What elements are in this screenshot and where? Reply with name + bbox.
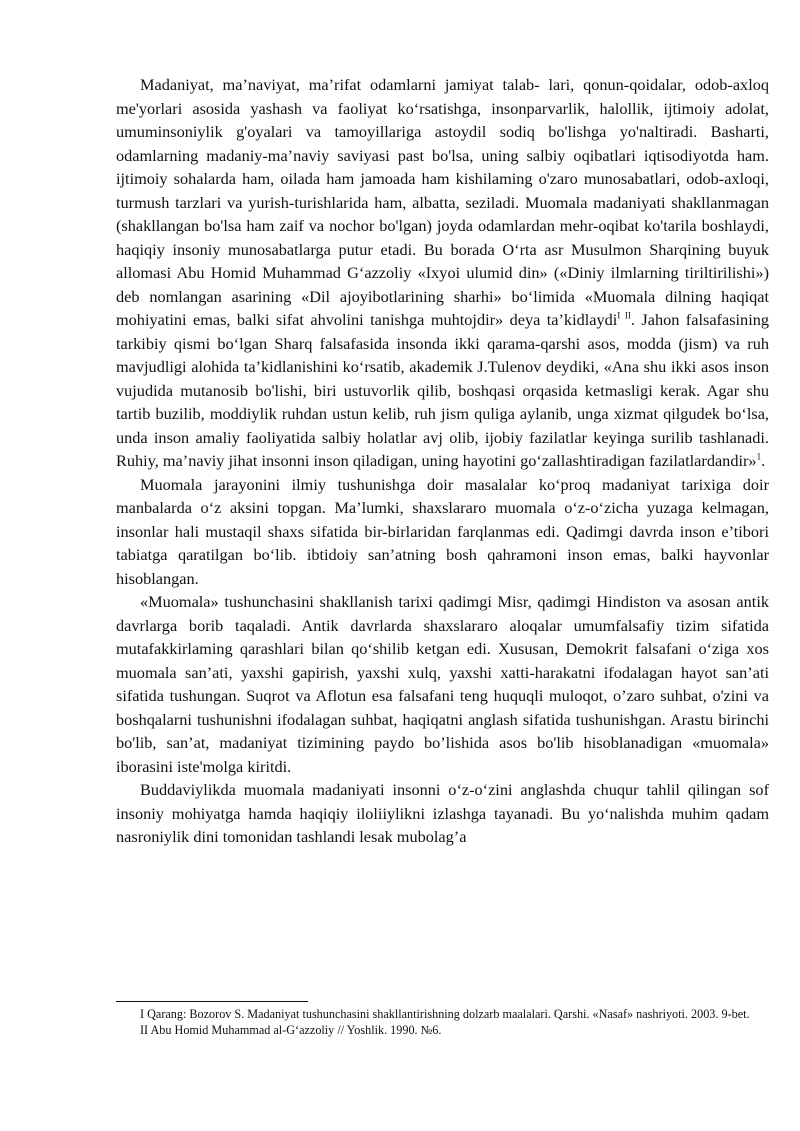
- footnote-ref-2[interactable]: 1: [756, 451, 762, 462]
- footnote-separator: [116, 1001, 308, 1002]
- footnotes: [116, 1008, 769, 1039]
- footnote-1: I Qarang: Bozorov S. Madaniyat tushunchasini shakllantirishning dolzarb maalalari. Qarshi. «Nasaf» nashriyoti. 2003. 9-bet.: [140, 1007, 750, 1021]
- footnote-ref-1[interactable]: I II: [617, 310, 631, 321]
- footnote-2: II Abu Homid Muhammad al-G‘azzoliy // Yoshlik. 1990. №6.: [140, 1022, 442, 1037]
- paragraph-1-text-b: . Jahon falsafasining tarkibiy qismi bo‘lgan Sharq falsafasida insonda ikki qarama-qarshi asos, modda (jism) va ruh mavjudligi alohida ta’kidlanishini ko‘rsatib, akademik J.Tulenov deydiki, «Ana shu ikki asos inson vujudida mutanosib bo'lishi, biri ustuvorlik qilib, boshqasi orqasida ketmasligi kerak. Agar shu tartib buzilib, moddiylik ruhdan ustun kelib, ruh jism quliga aylanib, unga xizmat qilgudek bo‘lsa, unda inson amaliy faoliyatida salbiy holatlar avj olib, ijobiy fazilatlar keyinga surilib tashlanadi. Ruhiy, ma’naviy jihat insonni inson qiladigan, uning hayotini go‘zallashtiradigan fazilatlardandir»: [116, 310, 769, 470]
- paragraph-3: «Muomala» tushunchasini shakllanish tarixi qadimgi Misr, qadimgi Hindiston va asosan antik davrlarga borib taqaladi. Antik davrlarda shaxslararo aloqalar umumfalsafiy tizim sifatida mutafakkirlaming qarashlari bilan qo‘shilib ketgan edi. Xususan, Demokrit falsafani o‘ziga xos muomala san’ati, yaxshi gapirish, yaxshi xulq, yaxshi xatti-harakatni ifodalagan hayot san’ati sifatida tushungan. Suqrot va Aflotun esa falsafani teng huquqli muloqot, o’zaro suhbat, o'zini va boshqalarni tushunishni ifodalagan suhbat, haqiqatni anglash sifatida tushunishgan. Arastu birinchi bo'lib, san’at, madaniyat tizimining paydo bo’lishida asos bo'lib hisoblanadigan «muomala» iborasini iste'molga kiritdi.: [116, 592, 769, 776]
- paragraph-1: [116, 73, 769, 473]
- paragraph-1-text-a: Madaniyat, ma’naviyat, ma’rifat odamlarni jamiyat talab- lari, qonun-qoidalar, odob-axloq me'yorlari asosida yashash va faoliyat ko‘rsatishga, insonparvarlik, halollik, ijtimoiy adolat, umuminsoniylik g'oyalari va tamoyillariga astoydil sodiq bo'lishga yo'naltiradi. Basharti, odamlarning madaniy-ma’naviy saviyasi past bo'lsa, uning salbiy oqibatlari iqtisodiyotda ham. ijtimoiy sohalarda ham, oilada ham jamoada ham kishilaming o'zaro munosabatlari, odob-axloqi, turmush tarzlari va yurish-turishlarida ham, albatta, seziladi. Muomala madaniyati shakllanmagan (shakllangan bo'lsa ham zaif va nochor bo'lgan) joyda odamlardan mehr-oqibat ko'tarila boshlaydi, haqiqiy insoniy munosabatlarga putur etadi. Bu borada O‘rta asr Musulmon Sharqining buyuk allomasi Abu Homid Muhammad G‘azzoliy «Ixyoi ulumid din» («Diniy ilmlarning tiriltirilishi») deb nomlangan asarining «Dil ajoyibotlarining sharhi» bo‘limida «Muomala dilning haqiqat mohiyatini emas, balki sifat ahvolini tanishga muhtojdir» deya ta’kidlaydi: [116, 75, 769, 329]
- paragraph-1-text-c: .: [761, 451, 766, 470]
- paragraph-2: Muomala jarayonini ilmiy tushunishga doir masalalar ko‘proq madaniyat tarixiga doir manbalarda o‘z aksini topgan. Ma’lumki, shaxslararo muomala o‘z-o‘zicha yuzaga kelmagan, insonlar hali mustaqil shaxs sifatida bir-birlaridan farqlanmas edi. Qadimgi davrda inson e’tibori tabiatga qaratilgan bo‘lib. ibtidoiy san’atning bosh qahramoni inson emas, balki hayvonlar hisoblangan.: [116, 474, 769, 588]
- paragraph-4: Buddaviylikda muomala madaniyati insonni o‘z-o‘zini anglashda chuqur tahlil qilingan sof insoniy mohiyatga hamda haqiqiy iloliiylikni izlashga tayanadi. Bu yo‘nalishda muhim qadam nasroniylik dini tomonidan tashlandi lesak mubolag’a: [116, 780, 769, 846]
- document-body: [116, 73, 769, 849]
